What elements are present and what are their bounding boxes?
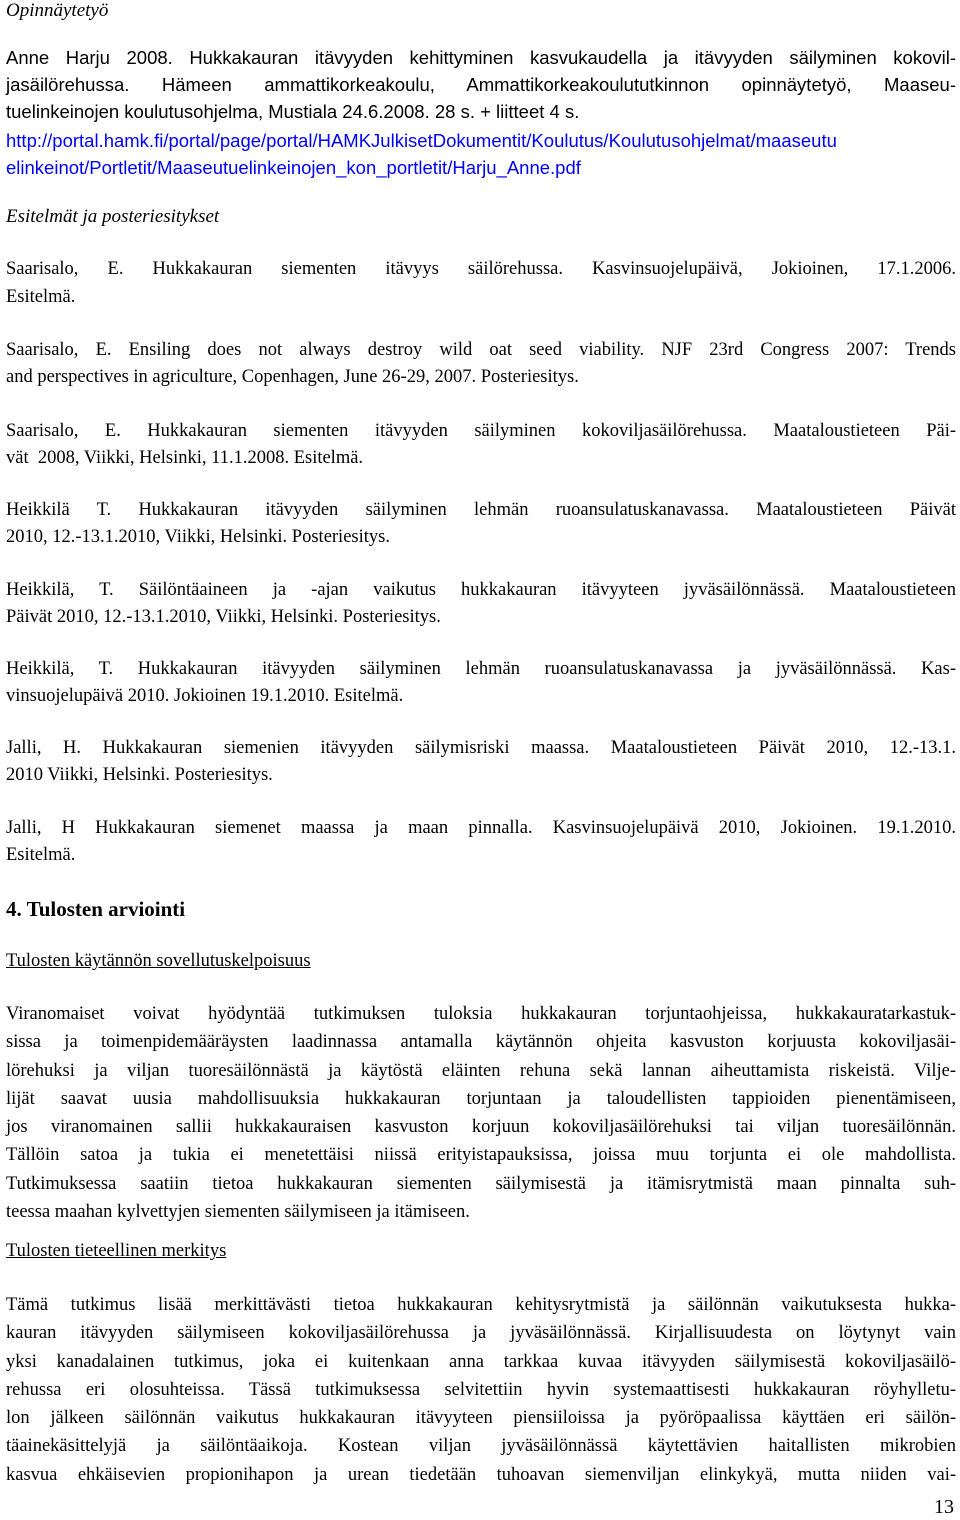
reference-line: tuelinkeinojen koulutusohjelma, Mustiala 24.6.2008. 28 s. + liitteet 4 s.	[6, 101, 580, 122]
entry-line: Jalli, H. Hukkakauran siemenien itävyyden säilymisriski maassa. Maataloustieteen Päivät 2010, 12.-13.1.	[6, 738, 956, 758]
paragraph-line: teessa maahan kylvettyjen siementen säilymiseen ja itämiseen.	[6, 1202, 470, 1223]
entry-line: vinsuojelupäivä 2010. Jokioinen 19.1.2010. Esitelmä.	[6, 686, 404, 706]
entry-line: Heikkilä T. Hukkakauran itävyyden säilyminen lehmän ruoansulatuskanavassa. Maataloustieteen Päivät	[6, 500, 956, 520]
entry-line: Esitelmä.	[6, 287, 76, 307]
entry-line: Heikkilä, T. Hukkakauran itävyyden säilyminen lehmän ruoansulatuskanavassa ja jyväsäilönnässä. Kas-	[6, 659, 956, 679]
paragraph-line: lörehuksi ja viljan tuoresäilönnästä ja käytöstä eläinten rehuna sekä lannan aiheuttamista riskeistä. Vilje-	[6, 1060, 956, 1081]
reference-url-line[interactable]: http://portal.hamk.fi/portal/page/portal/HAMKJulkisetDokumentit/Koulutus/Koulutusohjelmat/maaseutu	[6, 130, 837, 151]
paragraph-line: lijät saavat uusia mahdollisuuksia hukkakauran torjuntaan ja taloudellisten tappioiden pienentämiseen,	[6, 1088, 956, 1109]
entry-line: Saarisalo, E. Hukkakauran siementen itävyys säilörehussa. Kasvinsuojelupäivä, Jokioinen, 17.1.2006.	[6, 259, 956, 279]
reference-line: Anne Harju 2008. Hukkakauran itävyyden kehittyminen kasvukaudella ja itävyyden säilyminen kokovil-	[6, 47, 956, 68]
header-title: Opinnäytetyö	[6, 0, 109, 21]
paragraph-line: kasvua ehkäisevien propionihapon ja urean tiedetään tuhoavan siemenviljan elinkykyä, mutta niiden vai-	[6, 1464, 956, 1485]
section-title: 4. Tulosten arviointi	[6, 897, 186, 921]
entry-line: Saarisalo, E. Ensiling does not always destroy wild oat seed viability. NJF 23rd Congress 2007: Trends	[6, 340, 956, 360]
entry-line: vät 2008, Viikki, Helsinki, 11.1.2008. Esitelmä.	[6, 448, 364, 468]
page-number: 13	[934, 1496, 954, 1518]
paragraph-line: Viranomaiset voivat hyödyntää tutkimuksen tuloksia hukkakauran torjuntaohjeissa, hukkakauratarkastuk-	[6, 1004, 956, 1024]
paragraph-line: kauran itävyyden säilymiseen kokoviljasäilörehussa ja jyväsäilönnässä. Kirjallisuudesta on löytynyt vain	[6, 1323, 956, 1344]
reference-url-line[interactable]: elinkeinot/Portletit/Maaseutuelinkeinojen_kon_portletit/Harju_Anne.pdf	[6, 157, 581, 178]
paragraph-line: Tämä tutkimus lisää merkittävästi tietoa hukkakauran kehitysrytmistä ja säilönnän vaikutuksesta hukka-	[6, 1295, 956, 1315]
paragraph-line: yksi kanadalainen tutkimus, joka ei kuitenkaan anna tarkkaa kuvaa itävyyden säilymisestä kokoviljasäilö-	[6, 1351, 956, 1372]
subsection-heading: Tulosten tieteellinen merkitys	[6, 1241, 227, 1261]
paragraph-line: täainekäsittelyjä ja säilöntäaikoja. Kostean viljan jyväsäilönnässä käytettävien haitallisten mikrobien	[6, 1436, 956, 1457]
presentations-heading: Esitelmät ja posteriesitykset	[6, 206, 220, 227]
paragraph-line: jos viranomainen sallii hukkakauraisen kasvuston korjuun kokoviljasäilörehuksi tai viljan tuoresäilönnän.	[6, 1117, 956, 1138]
paragraph-line: Tutkimuksessa saatiin tietoa hukkakauran siementen säilymisestä ja itämisrytmistä maan pinnalta suh-	[6, 1173, 956, 1194]
paragraph-line: Tällöin satoa ja tukia ei menetettäisi niissä erityistapauksissa, joissa muu torjunta ei ole mahdollista.	[6, 1145, 956, 1166]
entry-line: Jalli, H Hukkakauran siemenet maassa ja maan pinnalla. Kasvinsuojelupäivä 2010, Jokioinen. 19.1.2010.	[6, 818, 956, 838]
paragraph-line: sissa ja toimenpidemääräysten laadinnassa antamalla käytännön ohjeita kasvuston korjuusta kokoviljasäi-	[6, 1032, 956, 1053]
entry-line: 2010, 12.-13.1.2010, Viikki, Helsinki. Posteriesitys.	[6, 527, 390, 547]
paragraph-line: lon jälkeen säilönnän vaikutus hukkakauran itävyyteen piensiiloissa ja pyöröpaalissa käyttäen eri säilön-	[6, 1408, 956, 1429]
entry-line: Heikkilä, T. Säilöntäaineen ja -ajan vaikutus hukkakauran itävyyteen jyväsäilönnässä. Maataloustieteen	[6, 580, 956, 600]
paragraph-significance	[6, 1291, 956, 1489]
entry-line: Esitelmä.	[6, 845, 76, 865]
reference-line: jasäilörehussa. Hämeen ammattikorkeakoulu, Ammattikorkeakoulututkinnon opinnäytetyö, Maaseu-	[6, 74, 956, 95]
entry-line: Päivät 2010, 12.-13.1.2010, Viikki, Helsinki. Posteriesitys.	[6, 607, 441, 627]
paragraph-line: rehussa eri olosuhteissa. Tässä tutkimuksessa selvitettiin hyvin systemaattisesti hukkakauran röyhylletu-	[6, 1379, 956, 1400]
entry-line: Saarisalo, E. Hukkakauran siementen itävyyden säilyminen kokoviljasäilörehussa. Maataloustieteen Päi-	[6, 421, 956, 441]
entry-line: and perspectives in agriculture, Copenhagen, June 26-29, 2007. Posteriesitys.	[6, 367, 579, 387]
paragraph-applicability	[6, 1000, 956, 1226]
subsection-heading: Tulosten käytännön sovellutuskelpoisuus	[6, 951, 311, 971]
entry-line: 2010 Viikki, Helsinki. Posteriesitys.	[6, 765, 273, 785]
